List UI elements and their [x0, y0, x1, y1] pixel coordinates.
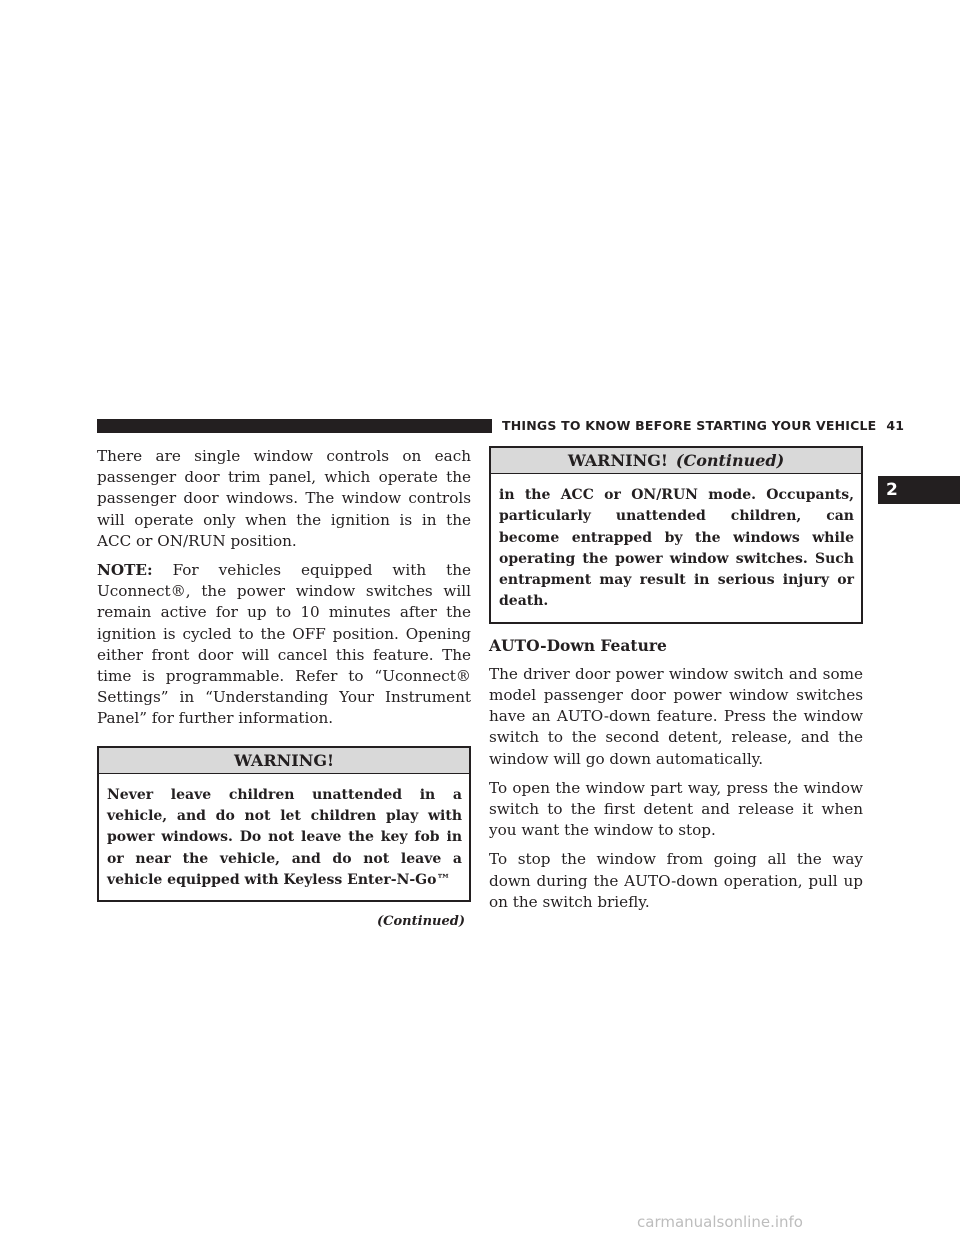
paragraph-window-controls: There are single window controls on each passenger door trim panel, which operate the passenger door windows. The window controls will operate only when the ignition is in the ACC or ON/RUN position.	[97, 447, 471, 550]
section-heading-auto-down: AUTO-Down Feature	[489, 635, 667, 655]
header-rule	[97, 419, 492, 433]
warning-continued-label: (Continued)	[675, 451, 785, 470]
paragraph-part-way: To open the window part way, press the window switch to the first detent and release it when you want the window to stop.	[489, 778, 863, 840]
paragraph-auto-down: The driver door power window switch and some model passenger door power window switches have an AUTO-down feature. Press the window switch to the second detent, release, and the window will go down automatically.	[489, 664, 863, 768]
note-text: For vehicles equipped with the Uconnect®, the power window switches will remain active for up to 10 minutes after the ignition is cycled to the OFF position. Opening either front door will cancel this feature. The time is programmable. Refer to “Uconnect® Settings” in “Understanding Your Instrument Panel” for further information.	[97, 561, 471, 728]
note-label: NOTE:	[97, 561, 153, 580]
chapter-tab: 2	[878, 476, 960, 504]
running-header	[502, 418, 904, 433]
left-column	[97, 446, 471, 929]
warning-box	[97, 746, 471, 902]
paragraph-stop-window: To stop the window from going all the way down during the AUTO-down operation, pull up on the switch briefly.	[489, 850, 863, 911]
note-paragraph	[97, 560, 471, 730]
page-number: 41	[886, 418, 905, 433]
warning-text-continued: in the ACC or ON/RUN mode. Occupants, particularly unattended children, can become entrapped by the windows while operating the power window switches. Such entrapment may result in serious injury or death.	[499, 487, 854, 610]
footer-watermark: carmanualsonline.info	[637, 1213, 803, 1231]
warning-heading	[99, 748, 469, 774]
warning-box-continued	[489, 446, 863, 624]
right-column	[489, 446, 863, 921]
warning-heading-continued	[491, 448, 861, 474]
continued-note: (Continued)	[377, 914, 465, 930]
warning-title: WARNING!	[567, 451, 668, 470]
warning-title: WARNING!	[233, 750, 335, 770]
section-title: THINGS TO KNOW BEFORE STARTING YOUR VEHICLE	[502, 418, 877, 433]
warning-text: Never leave children unattended in a vehicle, and do not let children play with power windows. Do not leave the key fob in or near the vehicle, and do not leave a vehicle equipped with Keyless Enter-N-Go™	[107, 786, 462, 888]
